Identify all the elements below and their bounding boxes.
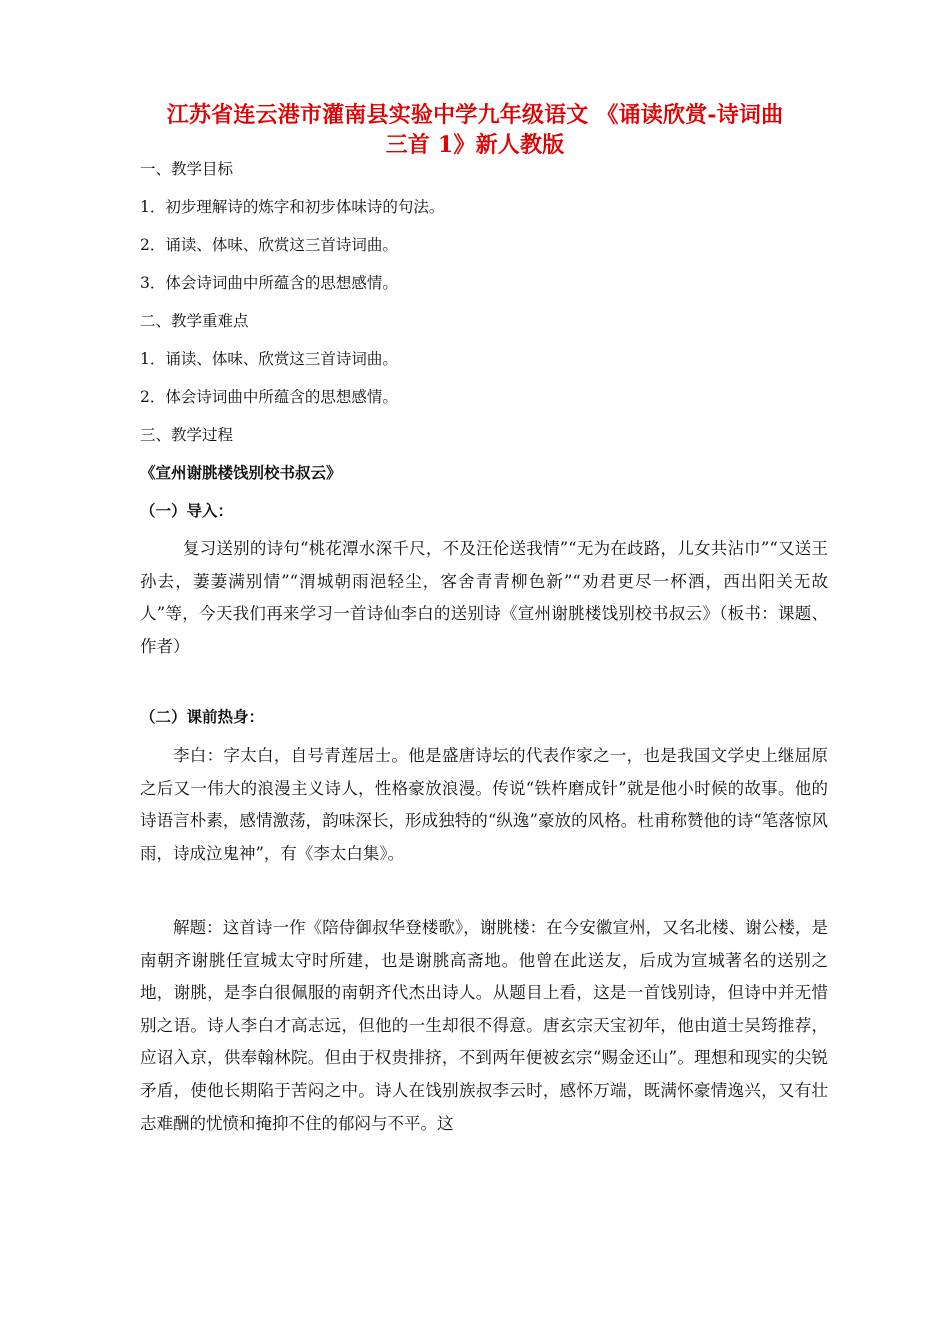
step-heading-intro: （一）导入：	[140, 501, 234, 520]
goal-item-2: 2．诵读、体味、欣赏这三首诗词曲。	[140, 236, 398, 254]
goal-item-3: 3．体会诗词曲中所蕴含的思想感情。	[140, 274, 398, 292]
section-heading-goals: 一、教学目标	[140, 160, 234, 178]
intro-paragraph: 复习送别的诗句“桃花潭水深千尺，不及汪伦送我情”“无为在歧路，儿女共沾巾”“又送王孙去，萋萋满别情”“渭城朝雨浥轻尘，客舍青青柳色新”“劝君更尽一杯酒，西出阳关无故人”等，今天我们再来学习一首诗仙李白的送别诗《宣州谢朓楼饯别校书叔云》（板书：课题、作者）	[140, 539, 828, 656]
step-heading-warmup: （二）课前热身：	[140, 707, 265, 726]
goal-item-1: 1．初步理解诗的炼字和初步体味诗的句法。	[140, 198, 445, 216]
key-point-item-2: 2．体会诗词曲中所蕴含的思想感情。	[140, 388, 398, 406]
key-point-item-1: 1．诵读、体味、欣赏这三首诗词曲。	[140, 350, 398, 368]
section-heading-key-points: 二、教学重难点	[140, 312, 249, 330]
poem-title: 《宣州谢朓楼饯别校书叔云》	[140, 463, 342, 482]
document-title	[120, 100, 830, 160]
title-line-2: 三首 1》新人教版	[385, 132, 565, 158]
title-line-1: 江苏省连云港市灌南县实验中学九年级语文 《诵读欣赏-诗词曲	[166, 102, 784, 128]
author-paragraph: 李白：字太白，自号青莲居士。他是盛唐诗坛的代表作家之一，也是我国文学史上继屈原之后又一伟大的浪漫主义诗人，性格豪放浪漫。传说“铁杵磨成针”就是他小时候的故事。他的诗语言朴素，感情激荡，韵味深长，形成独特的“纵逸”豪放的风格。杜甫称赞他的诗“笔落惊风雨，诗成泣鬼神”，有《李太白集》。	[140, 746, 828, 863]
explain-paragraph: 解题：这首诗一作《陪侍御叔华登楼歌》，谢朓楼：在今安徽宣州，又名北楼、谢公楼，是南朝齐谢朓任宣城太守时所建，也是谢朓高斋地。他曾在此送友，后成为宣城著名的送别之地，谢朓，是李白很佩服的南朝齐代杰出诗人。从题目上看，这是一首饯别诗，但诗中并无惜别之语。诗人李白才高志远，但他的一生却很不得意。唐玄宗天宝初年，他由道士吴筠推荐，应诏入京，供奉翰林院。但由于权贵排挤，不到两年便被玄宗“赐金还山”。理想和现实的尖锐矛盾，使他长期陷于苦闷之中。诗人在饯别族叔李云时，感怀万端，既满怀豪情逸兴，又有壮志难酬的忧愤和掩抑不住的郁闷与不平。这	[140, 918, 828, 1133]
section-heading-process: 三、教学过程	[140, 426, 234, 444]
